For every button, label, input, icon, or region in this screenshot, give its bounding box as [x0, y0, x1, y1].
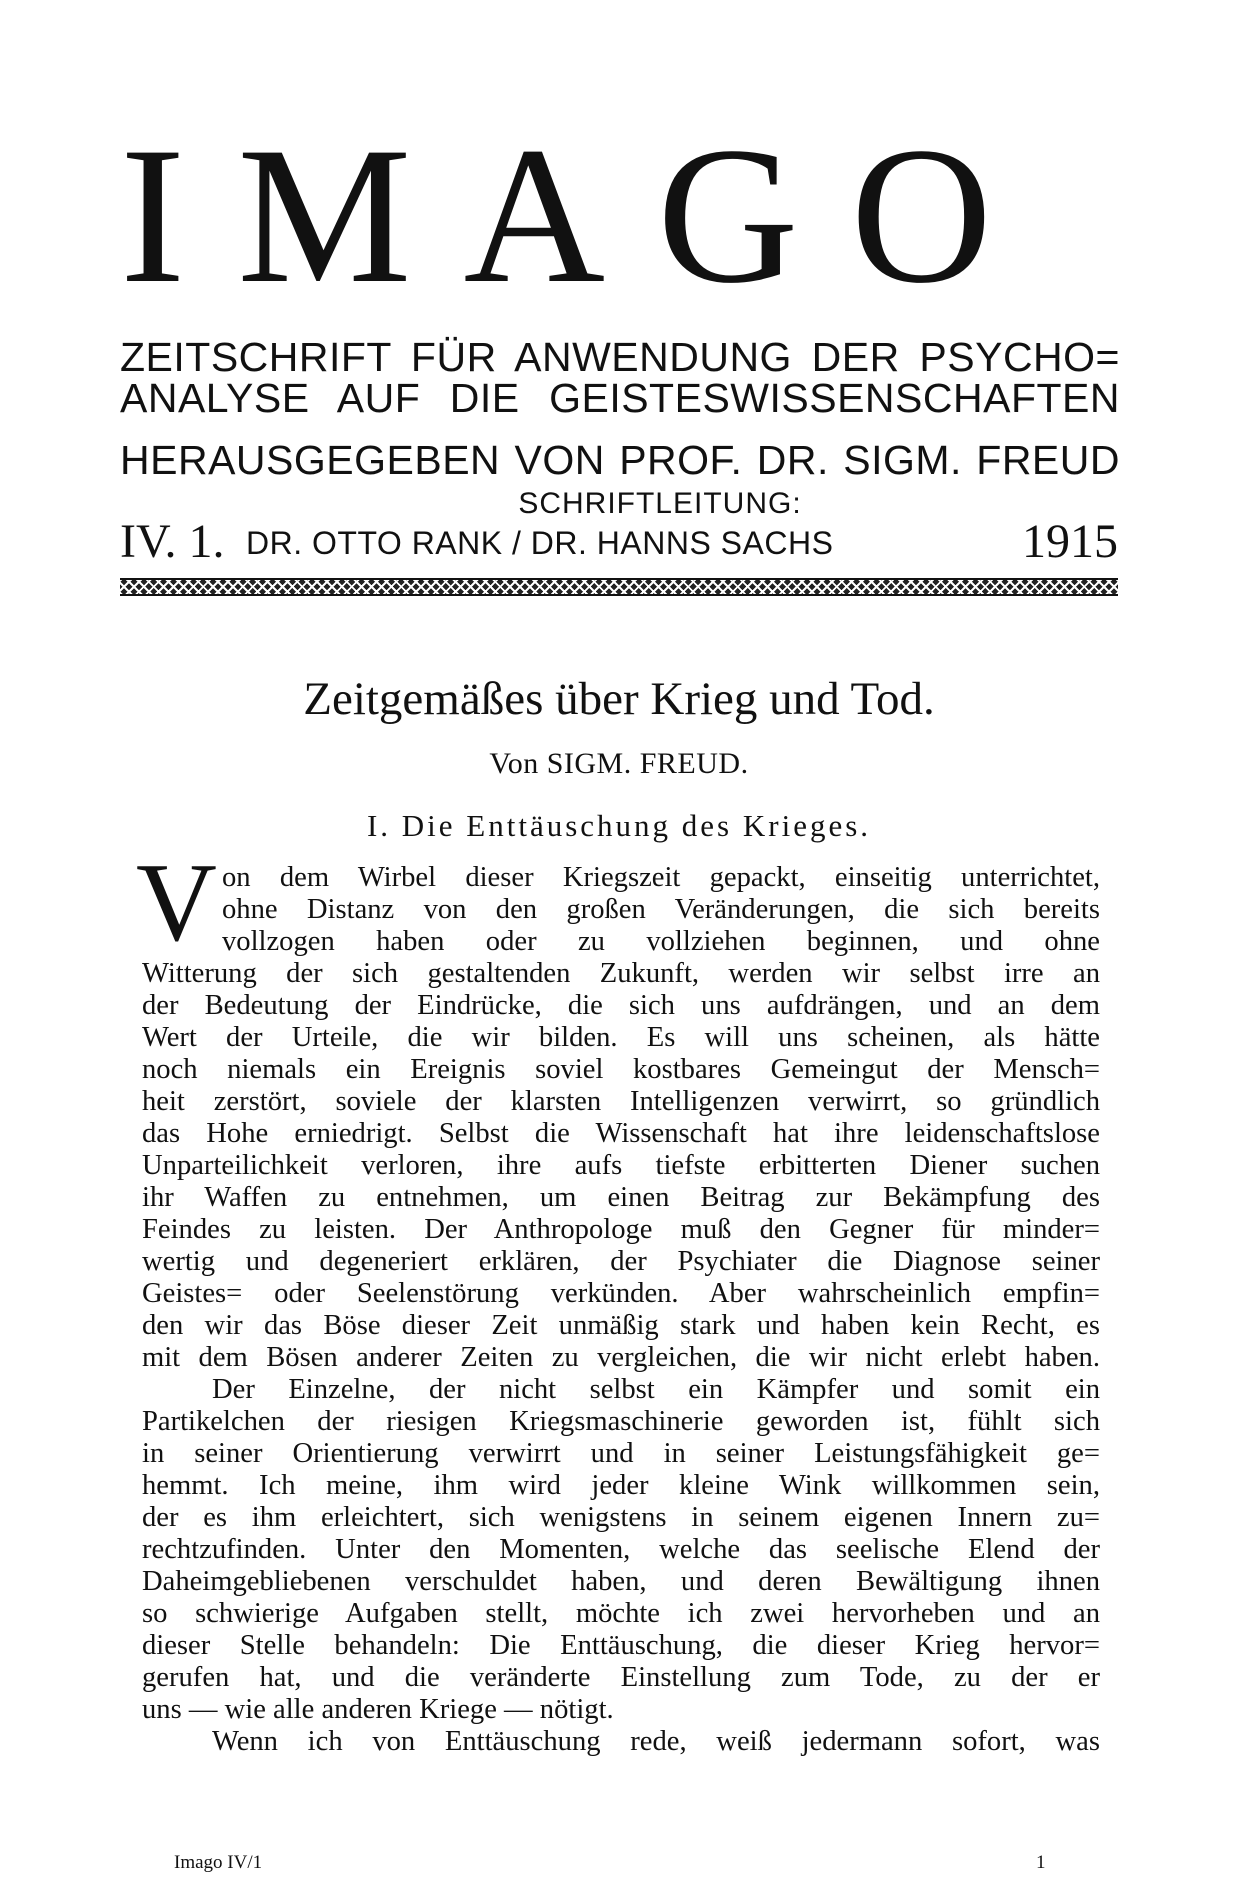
article-title: Zeitgemäßes über Krieg und Tod. [303, 673, 935, 725]
masthead-title: IMAGO [120, 107, 1045, 324]
subtitle-line-1: ZEITSCHRIFT FÜR ANWENDUNG DER PSYCHO= [120, 334, 1120, 380]
body-line: so schwierige Aufgaben stellt, möchte ich zwei hervorheben und an [142, 1598, 1100, 1629]
body-line: uns — wie alle anderen Kriege — nötigt. [142, 1694, 614, 1725]
body-line: rechtzufinden. Unter den Momenten, welche das seelische Elend der [142, 1534, 1100, 1565]
editor-line: HERAUSGEGEBEN VON PROF. DR. SIGM. FREUD [120, 437, 1120, 483]
body-line: Wenn ich von Enttäuschung rede, weiß jedermann sofort, was [212, 1726, 1100, 1757]
body-line: gerufen hat, und die veränderte Einstellung zum Tode, zu der er [142, 1662, 1100, 1693]
body-line: Partikelchen der riesigen Kriegsmaschinerie geworden ist, fühlt sich [142, 1406, 1100, 1437]
section-heading: I. Die Enttäuschung des Krieges. [366, 808, 872, 843]
ornament-rule [120, 578, 1118, 596]
body-line: in seiner Orientierung verwirrt und in seiner Leistungsfähigkeit ge= [142, 1438, 1100, 1469]
body-line: dieser Stelle behandeln: Die Enttäuschung, die dieser Krieg hervor= [142, 1630, 1100, 1661]
body-line: den wir das Böse dieser Zeit unmäßig stark und haben kein Recht, es [142, 1310, 1100, 1341]
body-line: der Bedeutung der Eindrücke, die sich uns aufdrängen, und an dem [142, 990, 1100, 1021]
body-line: Wert der Urteile, die wir bilden. Es will uns scheinen, als hätte [142, 1022, 1100, 1053]
body-line: mit dem Bösen anderer Zeiten zu vergleichen, die wir nicht erlebt haben. [142, 1342, 1100, 1373]
body-line: Geistes= oder Seelenstörung verkünden. Aber wahrscheinlich empfin= [142, 1278, 1100, 1309]
body-line: vollzogen haben oder zu vollziehen beginnen, und ohne [222, 926, 1100, 957]
schriftleitung-label: SCHRIFTLEITUNG: [518, 487, 802, 520]
drop-cap: V [136, 841, 217, 965]
body-line: der es ihm erleichtert, sich wenigstens in seinem eigenen Innern zu= [142, 1502, 1100, 1533]
page-number: 1 [1036, 1852, 1046, 1873]
body-line: Unparteilichkeit verloren, ihre aufs tiefste erbitterten Diener suchen [142, 1150, 1100, 1181]
publication-year: 1915 [1022, 515, 1118, 568]
body-line: Feindes zu leisten. Der Anthropologe muß den Gegner für minder= [142, 1214, 1100, 1245]
body-line: Daheimgebliebenen verschuldet haben, und deren Bewältigung ihnen [142, 1566, 1100, 1597]
body-line: noch niemals ein Ereignis soviel kostbares Gemeingut der Mensch= [142, 1054, 1100, 1085]
body-line: on dem Wirbel dieser Kriegszeit gepackt, einseitig unterrichtet, [222, 862, 1100, 893]
author-byline: Von SIGM. FREUD. [489, 747, 749, 780]
footer-signature: Imago IV/1 [174, 1852, 263, 1873]
body-line: wertig und degeneriert erklären, der Psychiater die Diagnose seiner [142, 1246, 1100, 1277]
volume-number: IV. 1. [120, 515, 225, 568]
body-line: hemmt. Ich meine, ihm wird jeder kleine Wink willkommen sein, [142, 1470, 1100, 1501]
body-line: das Hohe erniedrigt. Selbst die Wissenschaft hat ihre leidenschaftslose [142, 1118, 1100, 1149]
body-line: ohne Distanz von den großen Veränderungen, die sich bereits [222, 894, 1100, 925]
editors-names: DR. OTTO RANK / DR. HANNS SACHS [246, 525, 834, 561]
body-line: Der Einzelne, der nicht selbst ein Kämpfer und somit ein [212, 1374, 1100, 1405]
subtitle-line-2: ANALYSE AUF DIE GEISTESWISSENSCHAFTEN [120, 375, 1120, 421]
body-line: Witterung der sich gestaltenden Zukunft, werden wir selbst irre an [142, 958, 1100, 989]
body-line: heit zerstört, soviele der klarsten Intelligenzen verwirrt, so gründlich [142, 1086, 1100, 1117]
body-line: ihr Waffen zu entnehmen, um einen Beitrag zur Bekämpfung des [142, 1182, 1100, 1213]
